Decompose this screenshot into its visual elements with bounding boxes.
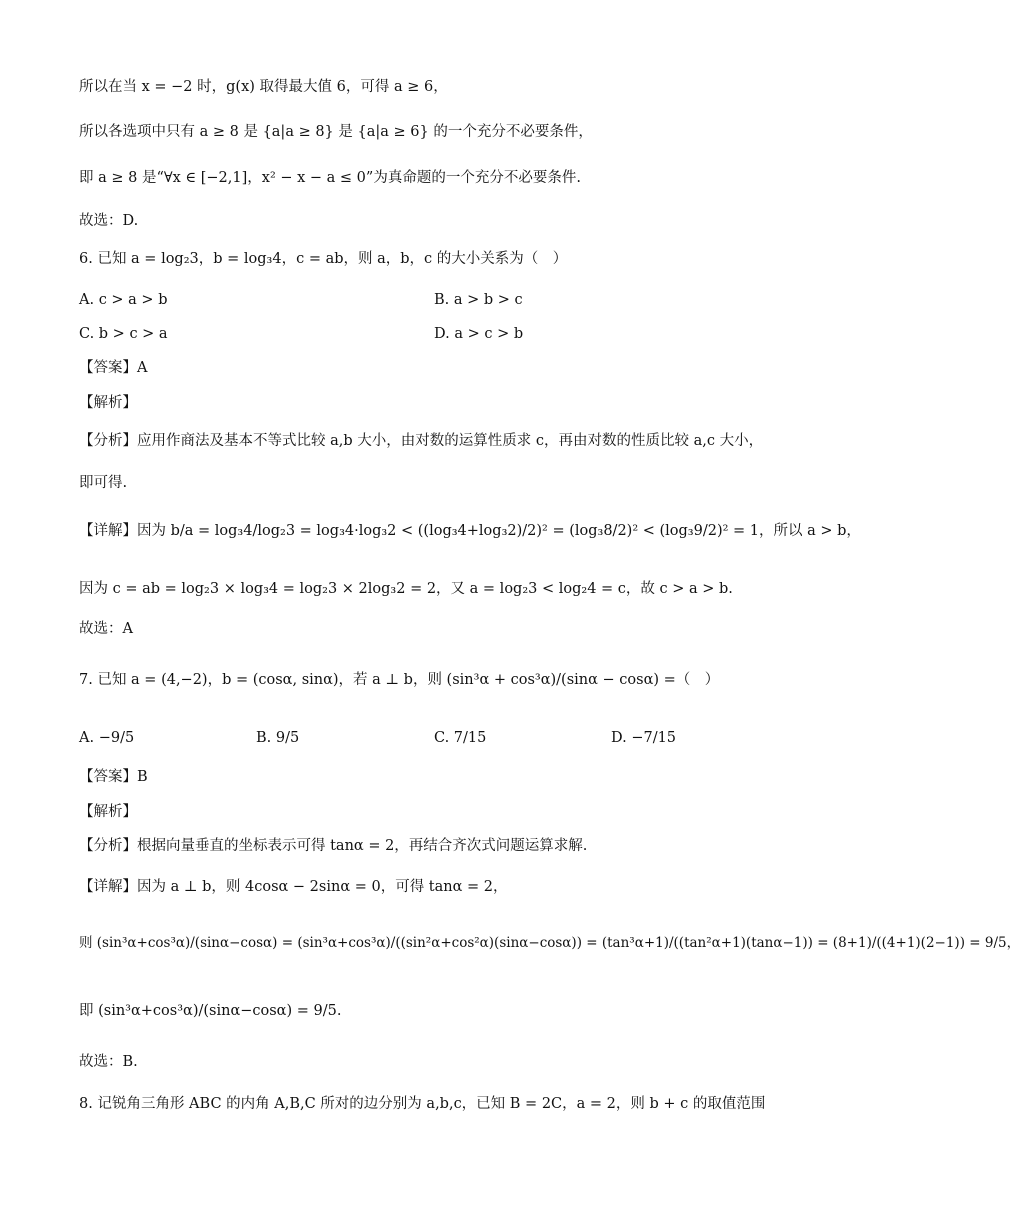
text-line-3: 即 a ≥ 8 是“∀x ∈ [−2,1]，x² − x − a ≤ 0”为真命题的一个充分不必要条件.: [79, 170, 581, 186]
q6-option-c: C. b > c > a: [79, 326, 168, 342]
analysis-heading-7: 【解析】: [79, 804, 137, 820]
q7-option-b: B. 9/5: [256, 730, 300, 746]
text-line-2: 所以各选项中只有 a ≥ 8 是 {a|a ≥ 8} 是 {a|a ≥ 6} 的一个充分不必要条件，: [79, 124, 593, 140]
detail-6-line-1: 【详解】因为 b/a = log₃4/log₂3 = log₃4·log₃2 < ((log₃4+log₃2)/2)² = (log₃8/2)² < (log₃9/2)² = 1，所以 a > b，: [79, 523, 861, 539]
analysis-heading-6: 【解析】: [79, 395, 137, 411]
choice-6: 故选：A: [79, 621, 133, 637]
text-line-4: 故选：D.: [79, 213, 139, 229]
q6-option-d: D. a > c > b: [434, 326, 524, 342]
q6-option-b: B. a > b > c: [434, 292, 523, 308]
answer-6: 【答案】A: [79, 360, 148, 376]
fenxi-6-line-1: 【分析】应用作商法及基本不等式比较 a,b 大小，由对数的运算性质求 c，再由对数的性质比较 a,c 大小，: [79, 433, 764, 449]
fenxi-6-line-2: 即可得.: [79, 475, 128, 491]
answer-7: 【答案】B: [79, 769, 148, 785]
question-7: 7. 已知 a = (4,−2)，b = (cosα, sinα)，若 a ⊥ b，则 (sin³α + cos³α)/(sinα − cosα) =（ ）: [79, 672, 720, 688]
fenxi-7: 【分析】根据向量垂直的坐标表示可得 tanα = 2，再结合齐次式问题运算求解.: [79, 838, 588, 854]
detail-7-line-1: 【详解】因为 a ⊥ b，则 4cosα − 2sinα = 0，可得 tanα = 2，: [79, 879, 508, 895]
question-6: 6. 已知 a = log₂3，b = log₃4，c = ab，则 a，b，c 的大小关系为（ ）: [79, 251, 568, 267]
text-line-1: 所以在当 x = −2 时，g(x) 取得最大值 6，可得 a ≥ 6，: [79, 79, 448, 95]
detail-7-line-3: 即 (sin³α+cos³α)/(sinα−cosα) = 9/5.: [79, 1003, 342, 1019]
question-8: 8. 记锐角三角形 ABC 的内角 A,B,C 所对的边分别为 a,b,c，已知 B = 2C，a = 2，则 b + c 的取值范围: [79, 1096, 766, 1112]
q7-option-c: C. 7/15: [434, 730, 487, 746]
detail-7-line-2: 则 (sin³α+cos³α)/(sinα−cosα) = (sin³α+cos³α)/((sin²α+cos²α)(sinα−cosα)) = (tan³α+1)/((tan²α+1)(tanα−1)) = (8+1)/((4+1)(2−1)) = 9/5，: [79, 935, 1020, 951]
q6-option-a: A. c > a > b: [79, 292, 168, 308]
choice-7: 故选：B.: [79, 1054, 138, 1070]
detail-6-line-2: 因为 c = ab = log₂3 × log₃4 = log₂3 × 2log₃2 = 2，又 a = log₂3 < log₂4 = c，故 c > a > b.: [79, 581, 733, 597]
q7-option-a: A. −9/5: [79, 730, 135, 746]
q7-option-d: D. −7/15: [611, 730, 677, 746]
